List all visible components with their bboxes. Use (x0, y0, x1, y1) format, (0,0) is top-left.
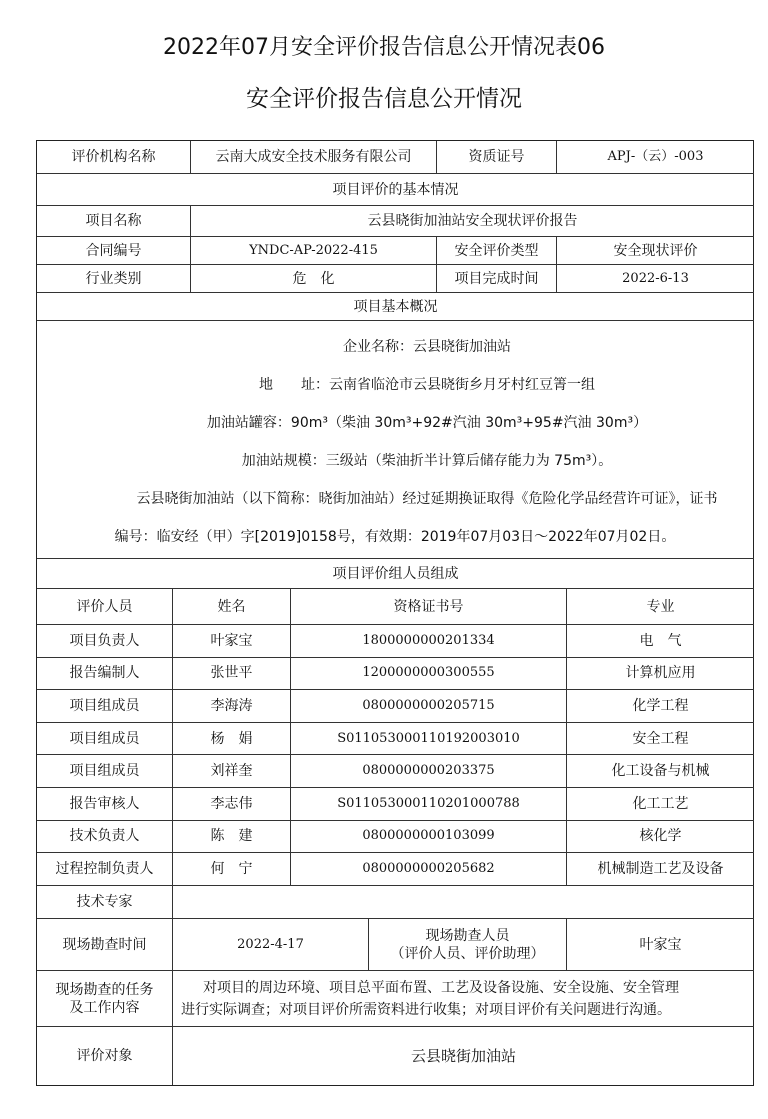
team-cert: 1800000000201334 (291, 625, 567, 658)
team-name: 陈 建 (173, 821, 291, 854)
complete-time-value: 2022-6-13 (557, 265, 754, 293)
eval-object-value: 云县晓街加油站 (410, 1047, 516, 1065)
site-task-line-2: 进行实际调查；对项目评价所需资料进行收集；对项目评价有关问题进行沟通。 (181, 1002, 671, 1018)
overview-desc-2: 编号：临安经（甲）字[2019]0158号，有效期：2019年07月03日～2022年07月02日。 (114, 529, 676, 545)
org-value: 云南大成安全技术服务有限公司 (191, 141, 437, 174)
overview-desc-1: 云县晓街加油站（以下简称：晓街加油站）经过延期换证取得《危险化学品经营许可证》，证书 (136, 491, 718, 507)
team-cert: S011053000110192003010 (291, 723, 567, 756)
team-header-name: 姓名 (173, 589, 291, 625)
team-major: 化工设备与机械 (567, 755, 754, 788)
team-cert: S011053000110201000788 (291, 788, 567, 821)
team-role: 技术负责人 (37, 821, 173, 854)
eval-object-label: 评价对象 (37, 1027, 173, 1085)
team-role: 项目组成员 (37, 755, 173, 788)
team-cert: 0800000000205682 (291, 853, 567, 886)
team-name: 叶家宝 (173, 625, 291, 658)
project-name: 云县晓街加油站安全现状评价报告 (191, 206, 754, 237)
team-header-major: 专业 (567, 589, 754, 625)
team-cert: 0800000000103099 (291, 821, 567, 854)
team-header-role: 评价人员 (37, 589, 173, 625)
overview-address: 地 址：云南省临沧市云县晓街乡月牙村红豆箐一组 (259, 377, 595, 393)
team-role: 过程控制负责人 (37, 853, 173, 886)
team-name: 张世平 (173, 658, 291, 691)
team-major: 核化学 (567, 821, 754, 854)
info-table (36, 140, 754, 1086)
cert-label: 资质证号 (437, 141, 557, 174)
overview-company: 企业名称：云县晓街加油站 (343, 339, 511, 355)
team-role: 项目组成员 (37, 690, 173, 723)
team-major: 安全工程 (567, 723, 754, 756)
team-role: 项目负责人 (37, 625, 173, 658)
team-header-cert: 资格证书号 (291, 589, 567, 625)
basic-section-title: 项目评价的基本情况 (37, 174, 754, 206)
team-name: 李志伟 (173, 788, 291, 821)
team-role: 项目组成员 (37, 723, 173, 756)
team-name: 杨 娟 (173, 723, 291, 756)
eval-type-label: 安全评价类型 (437, 237, 557, 265)
tech-expert-value (173, 886, 754, 919)
team-major: 化工工艺 (567, 788, 754, 821)
site-task-content (173, 971, 754, 1027)
org-label: 评价机构名称 (37, 141, 191, 174)
cert-value: APJ-（云）-003 (557, 141, 754, 174)
overview-body (37, 321, 754, 559)
team-major: 机械制造工艺及设备 (567, 853, 754, 886)
project-name-label: 项目名称 (37, 206, 191, 237)
team-role: 报告编制人 (37, 658, 173, 691)
team-role: 报告审核人 (37, 788, 173, 821)
site-staff-label-2: （评价人员、评价助理） (390, 945, 545, 962)
site-task-label-2: 及工作内容 (69, 999, 140, 1016)
overview-section-title: 项目基本概况 (37, 293, 754, 321)
team-section-title: 项目评价组人员组成 (37, 559, 754, 589)
team-cert: 0800000000203375 (291, 755, 567, 788)
page-subtitle: 安全评价报告信息公开情况 (246, 86, 522, 112)
site-time-label: 现场勘查时间 (37, 919, 173, 971)
team-cert: 0800000000205715 (291, 690, 567, 723)
overview-scale: 加油站规模：三级站（柴油折半计算后储存能力为 75m³）。 (241, 453, 613, 469)
site-staff-label-1: 现场勘查人员 (425, 927, 510, 944)
team-major: 电 气 (567, 625, 754, 658)
contract-no: YNDC-AP-2022-415 (191, 237, 437, 265)
site-staff-label (369, 919, 567, 971)
site-staff-value: 叶家宝 (567, 919, 754, 971)
tech-expert-label: 技术专家 (37, 886, 173, 919)
site-task-line-1: 对项目的周边环境、项目总平面布置、工艺及设备设施、安全设施、安全管理 (203, 980, 679, 996)
team-name: 刘祥奎 (173, 755, 291, 788)
team-name: 何 宁 (173, 853, 291, 886)
eval-type-value: 安全现状评价 (557, 237, 754, 265)
industry-label: 行业类别 (37, 265, 191, 293)
team-major: 计算机应用 (567, 658, 754, 691)
overview-tank: 加油站罐容：90m³（柴油 30m³+92#汽油 30m³+95#汽油 30m³） (206, 415, 648, 431)
site-task-label (37, 971, 173, 1027)
site-task-label-1: 现场勘查的任务 (55, 981, 154, 998)
team-major: 化学工程 (567, 690, 754, 723)
complete-time-label: 项目完成时间 (437, 265, 557, 293)
team-name: 李海涛 (173, 690, 291, 723)
site-time-value: 2022-4-17 (173, 919, 369, 971)
team-cert: 1200000000300555 (291, 658, 567, 691)
industry-value: 危 化 (191, 265, 437, 293)
contract-label: 合同编号 (37, 237, 191, 265)
page-title: 2022年07月安全评价报告信息公开情况表06 (163, 35, 605, 60)
